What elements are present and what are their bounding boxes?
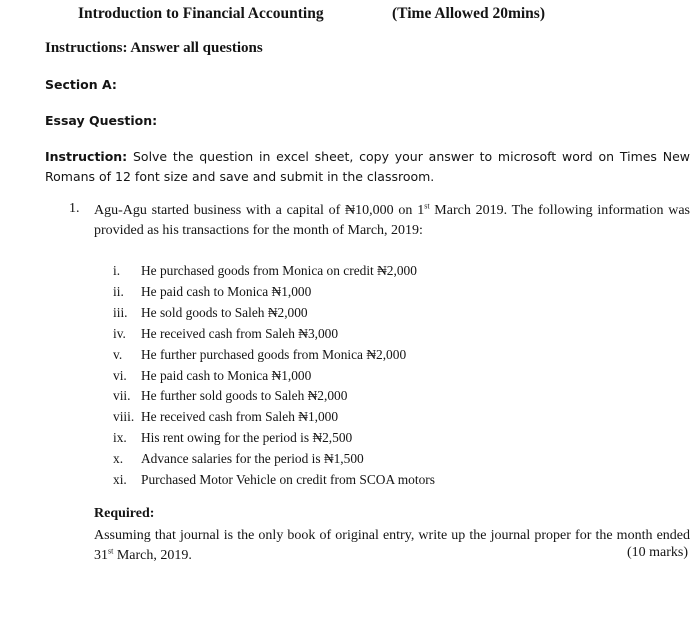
list-item bbox=[113, 428, 435, 449]
question-intro-part: Agu-Agu started business with a capital of ₦10,000 on 1 bbox=[94, 203, 425, 218]
ordinal-suffix: st bbox=[424, 201, 430, 211]
exam-title: Introduction to Financial Accounting bbox=[78, 5, 324, 22]
required-text-part: March, 2019. bbox=[113, 548, 192, 563]
transaction-list bbox=[113, 261, 435, 491]
list-item-text: He paid cash to Monica ₦1,000 bbox=[141, 367, 312, 383]
section-label: Section A: bbox=[45, 77, 117, 92]
instruction-lead: Instruction: bbox=[45, 149, 128, 164]
list-item-number: iii. bbox=[113, 304, 128, 320]
list-item bbox=[113, 345, 435, 366]
list-item-number: x. bbox=[113, 451, 124, 467]
essay-question-label: Essay Question: bbox=[45, 113, 158, 128]
list-item-text: He paid cash to Monica ₦1,000 bbox=[141, 283, 312, 299]
list-item bbox=[113, 470, 435, 491]
list-item-number: xi. bbox=[113, 472, 127, 488]
question-number: 1. bbox=[69, 201, 80, 216]
list-item-number: ii. bbox=[113, 283, 124, 299]
list-item-text: Purchased Motor Vehicle on credit from SCOA motors bbox=[141, 472, 435, 488]
list-item-number: vii. bbox=[113, 388, 131, 404]
list-item bbox=[113, 366, 435, 387]
time-allowed: (Time Allowed 20mins) bbox=[392, 5, 545, 22]
required-text bbox=[94, 526, 690, 566]
list-item bbox=[113, 303, 435, 324]
list-item-text: He purchased goods from Monica on credit ₦2,000 bbox=[141, 263, 417, 278]
ordinal-suffix: st bbox=[108, 546, 114, 556]
list-item bbox=[113, 282, 435, 303]
marks-allocation: (10 marks) bbox=[626, 545, 688, 560]
list-item-number: iv. bbox=[113, 325, 126, 341]
list-item-number: ix. bbox=[113, 430, 127, 446]
list-item-number: i. bbox=[113, 263, 121, 278]
list-item-number: v. bbox=[113, 346, 123, 362]
question-intro bbox=[94, 201, 690, 241]
list-item bbox=[113, 407, 435, 428]
list-item bbox=[113, 449, 435, 470]
instruction-paragraph bbox=[45, 147, 690, 187]
list-item-text: He further purchased goods from Monica ₦2,000 bbox=[141, 346, 407, 362]
list-item bbox=[113, 324, 435, 345]
list-item-text: Advance salaries for the period is ₦1,500 bbox=[141, 451, 364, 467]
list-item bbox=[113, 386, 435, 407]
required-text-part: Assuming that journal is the only book of original entry, write up the journal proper for the month ended 31 bbox=[94, 528, 690, 563]
list-item-text: He further sold goods to Saleh ₦2,000 bbox=[141, 388, 348, 404]
list-item-number: vi. bbox=[113, 367, 127, 383]
instruction-text: Solve the question in excel sheet, copy your answer to microsoft word on Times New Romans of 12 font size and save and submit in the classroom. bbox=[45, 149, 690, 184]
required-label: Required: bbox=[94, 506, 155, 521]
list-item-text: He received cash from Saleh ₦1,000 bbox=[141, 409, 339, 425]
list-item-text: He sold goods to Saleh ₦2,000 bbox=[141, 304, 308, 320]
list-item bbox=[113, 261, 435, 282]
list-item-text: His rent owing for the period is ₦2,500 bbox=[141, 430, 353, 446]
instructions-heading: Instructions: Answer all questions bbox=[45, 40, 263, 56]
question-intro-part: March 2019. The following information was provided as his transactions for the month of March, 2019: bbox=[94, 203, 690, 238]
list-item-number: viii. bbox=[113, 409, 135, 425]
list-item-text: He received cash from Saleh ₦3,000 bbox=[141, 325, 339, 341]
